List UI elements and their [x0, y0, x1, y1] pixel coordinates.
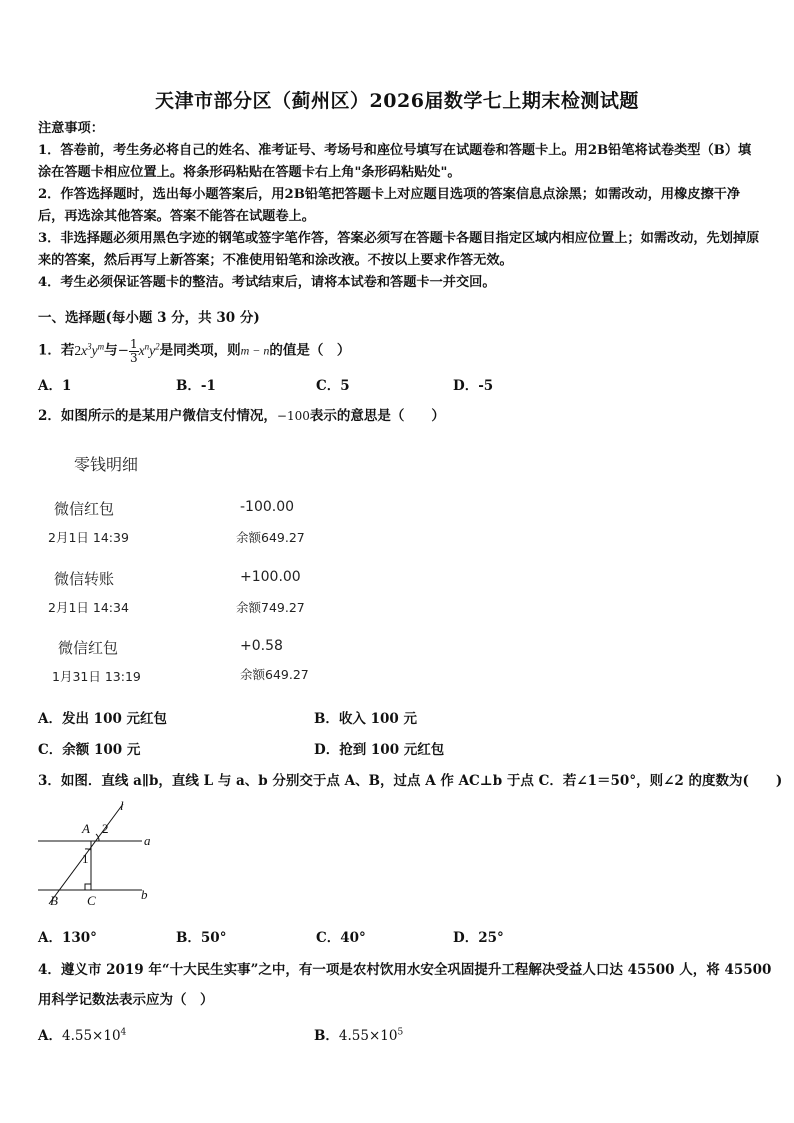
angle-1-arc — [85, 849, 91, 850]
q1-term1: $2x^3y^m$ — [74, 341, 105, 358]
q1-option-a: A．1 — [38, 378, 72, 394]
right-angle-mark — [85, 884, 91, 890]
wechat-row-2-balance: 余额749.27 — [236, 600, 305, 615]
label-C: C — [87, 893, 96, 908]
question-1 — [38, 332, 350, 365]
wechat-row-1-name: 微信红包 — [54, 500, 115, 518]
q1-prefix: 1．若 — [38, 342, 75, 359]
wechat-row-3-name: 微信红包 — [58, 639, 119, 657]
note-item-1: 1．答卷前，考生务必将自己的姓名、准考证号、考场号和座位号填写在试题卷和答题卡上。用2B铅笔将试卷类型（B）填涂在答题卡相应位置上。将条形码粘贴在答题卡右上角"条形码粘贴处"。 — [38, 143, 752, 180]
q3-option-d: D．25° — [453, 930, 504, 946]
q1-option-c: C．5 — [316, 378, 350, 394]
label-angle-1: 1 — [82, 851, 89, 866]
q2-option-c: C．余额 100 元 — [38, 742, 141, 758]
q1-term2: $x^ny^2$ — [138, 341, 160, 358]
wechat-row-3-amount: +0.58 — [240, 638, 283, 654]
q1-option-b: B．-1 — [176, 378, 216, 394]
wechat-row-1-time: 2月1日 14:39 — [48, 530, 129, 545]
q2-option-b: B．收入 100 元 — [314, 711, 417, 727]
q3-option-c: C．40° — [316, 930, 366, 946]
label-l: l — [120, 798, 124, 813]
wechat-row-2-time: 2月1日 14:34 — [48, 600, 129, 615]
note-item-3: 3．非选择题必须用黑色字迹的钢笔或签字笔作答，答案必须写在答题卡各题目指定区域内相应位置上；如需改动，先划掉原来的答案，然后再写上新答案；不准使用铅笔和涂改液。不按以上要求作答无效。 — [38, 231, 760, 268]
label-angle-2: 2 — [102, 821, 109, 836]
q2-option-a: A．发出 100 元红包 — [38, 711, 168, 727]
q3-option-b: B．50° — [176, 930, 227, 946]
q1-expression: m − n — [240, 343, 270, 358]
q4-option-a: A．$4.55\times 10^4$ — [38, 1027, 127, 1044]
q4-option-b: B．$4.55\times 10^5$ — [314, 1027, 404, 1044]
question-2: 2．如图所示的是某用户微信支付情况，−100表示的意思是（ ） — [38, 408, 445, 424]
label-b: b — [141, 887, 148, 902]
q3-option-a: A．130° — [38, 930, 97, 946]
notes-heading: 注意事项： — [38, 121, 104, 136]
q3-geometry-figure — [30, 796, 170, 912]
wechat-row-1-balance: 余额649.27 — [236, 530, 305, 545]
label-a: a — [144, 833, 151, 848]
wechat-row-2-amount: +100.00 — [240, 569, 301, 585]
note-item-4: 4．考生必须保证答题卡的整洁。考试结束后，请将本试卷和答题卡一并交回。 — [38, 275, 496, 290]
q1-minus: − — [117, 342, 129, 359]
note-item-2: 2．作答选择题时，选出每小题答案后，用2B铅笔把答题卡上对应题目选项的答案信息点涂黑；如需改动，用橡皮擦干净后，再选涂其他答案。答案不能答在试题卷上。 — [38, 187, 741, 224]
wechat-row-1-amount: -100.00 — [240, 499, 295, 515]
q1-suffix2: 的值是（ ） — [269, 342, 351, 359]
wechat-row-3-time: 1月31日 13:19 — [52, 669, 141, 684]
wechat-row-2-name: 微信转账 — [54, 570, 115, 588]
q2-option-d: D．抢到 100 元红包 — [314, 742, 445, 758]
q1-fraction: $\frac{1}{3}$ — [129, 336, 138, 365]
q1-mid: 与 — [104, 342, 118, 359]
question-4-line-2: 用科学记数法表示应为（ ） — [38, 992, 214, 1008]
wechat-header: 零钱明细 — [74, 455, 139, 474]
wechat-row-3-balance: 余额649.27 — [240, 667, 309, 682]
question-4-line-1: 4．遵义市 2019 年“十大民生实事”之中，有一项是农村饮用水安全巩固提升工程解决受益人口达 45500 人，将 45500 — [38, 962, 772, 978]
section-heading: 一、选择题(每小题 3 分，共 30 分) — [38, 310, 260, 326]
q1-suffix1: 是同类项，则 — [159, 342, 241, 359]
q1-option-d: D．-5 — [453, 378, 494, 394]
label-A: A — [82, 821, 90, 836]
label-B: B — [50, 893, 58, 908]
question-3: 3．如图．直线 a∥b，直线 L 与 a、b 分别交于点 A、B，过点 A 作 AC⊥b 于点 C．若∠1＝50°，则∠2 的度数为( ) — [38, 773, 783, 789]
page-title: 天津市部分区（蓟州区）2026届数学七上期末检测试题 — [155, 90, 639, 112]
